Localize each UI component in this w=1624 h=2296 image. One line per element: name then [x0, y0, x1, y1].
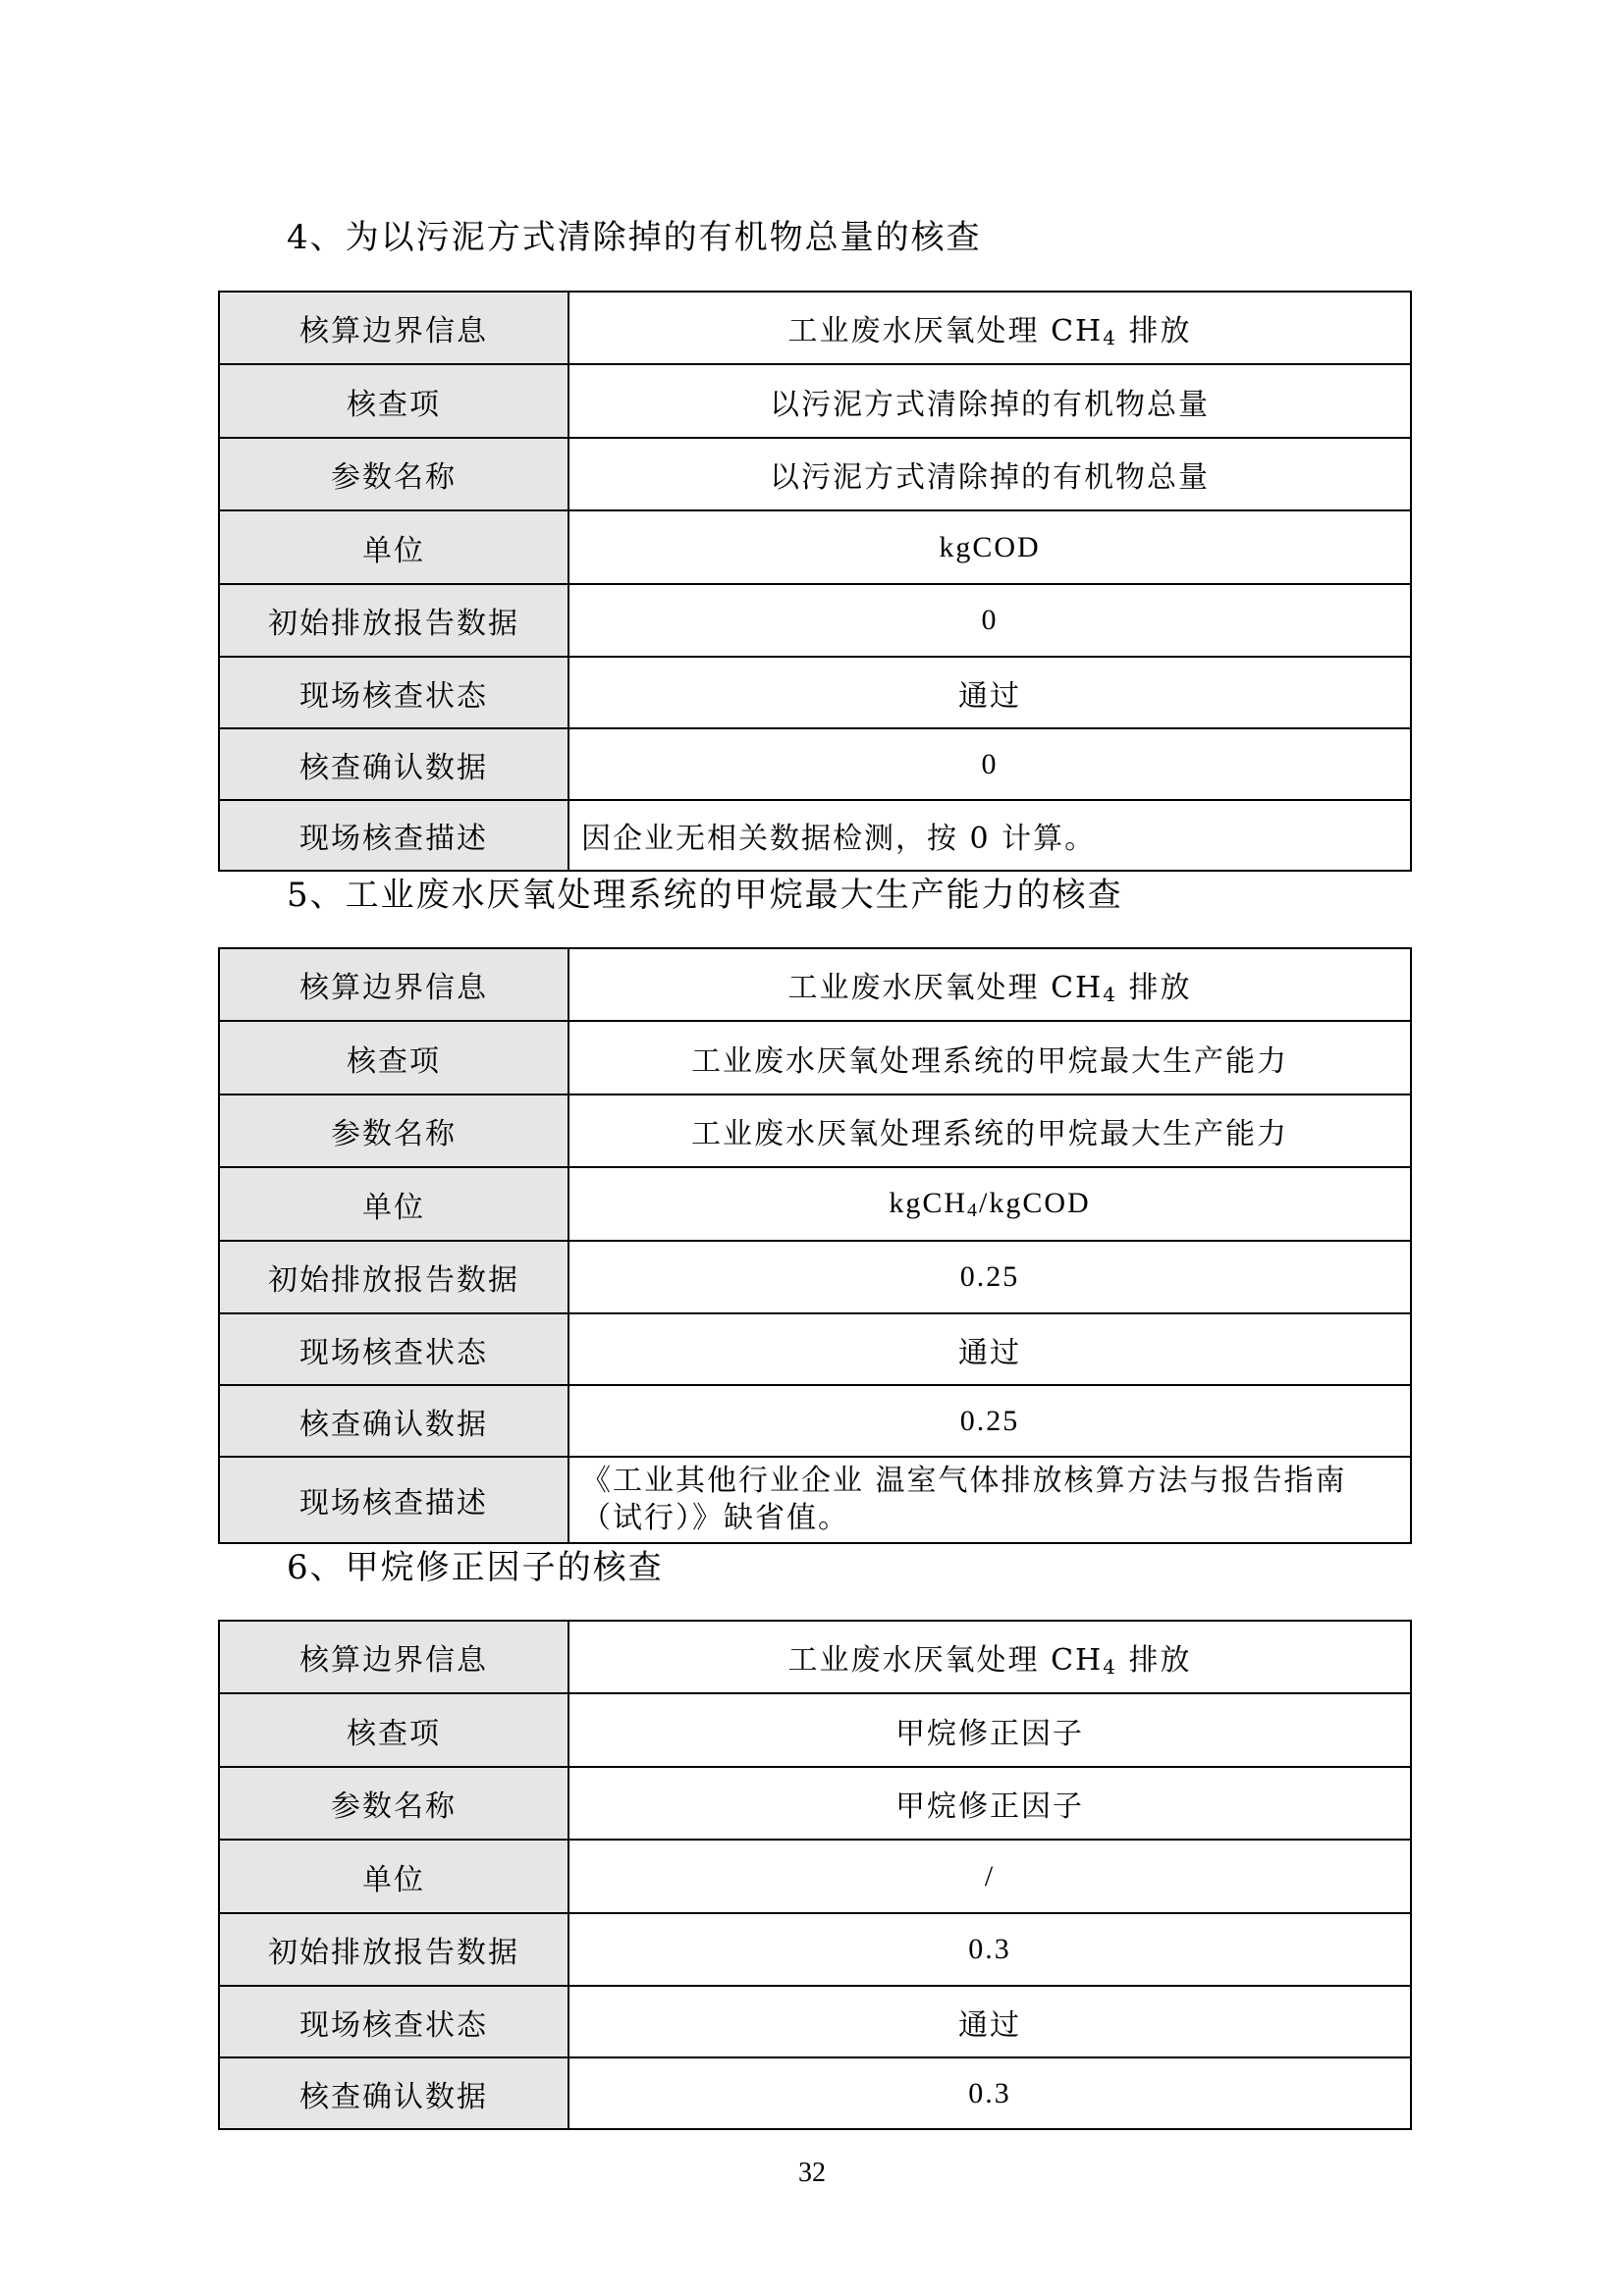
row-value: 通过: [568, 1986, 1411, 2057]
row-label: 核算边界信息: [219, 292, 568, 364]
row-value: 《工业其他行业企业 温室气体排放核算方法与报告指南（试行）》缺省值。: [568, 1457, 1411, 1543]
table-row: [219, 800, 1411, 871]
row-label: 核查项: [219, 364, 568, 438]
row-label: 参数名称: [219, 1095, 568, 1167]
table-row: [219, 1167, 1411, 1241]
table-row: [219, 1095, 1411, 1167]
table-row: [219, 510, 1411, 584]
row-value: 以污泥方式清除掉的有机物总量: [568, 364, 1411, 438]
row-label: 现场核查状态: [219, 1313, 568, 1385]
row-value: 0: [568, 584, 1411, 657]
table-row: [219, 1021, 1411, 1095]
row-label: 现场核查描述: [219, 1457, 568, 1543]
row-label: 核算边界信息: [219, 948, 568, 1021]
row-label: 核查确认数据: [219, 728, 568, 800]
row-label: 现场核查状态: [219, 1986, 568, 2057]
row-label: 核查确认数据: [219, 2057, 568, 2129]
row-label: 现场核查状态: [219, 657, 568, 728]
row-label: 初始排放报告数据: [219, 584, 568, 657]
table-row: [219, 1693, 1411, 1767]
row-value: kgCOD: [568, 510, 1411, 584]
table-row: [219, 1313, 1411, 1385]
row-label: 参数名称: [219, 1767, 568, 1840]
table-row: [219, 728, 1411, 800]
row-label: 核查确认数据: [219, 1385, 568, 1457]
row-label: 核查项: [219, 1693, 568, 1767]
row-value: 0.3: [568, 1913, 1411, 1986]
table-row: [219, 1986, 1411, 2057]
row-label: 单位: [219, 1167, 568, 1241]
check-table-5: [218, 947, 1412, 1544]
row-label: 核算边界信息: [219, 1621, 568, 1693]
row-value: 工业废水厌氧处理系统的甲烷最大生产能力: [568, 1095, 1411, 1167]
table-row: [219, 1840, 1411, 1913]
row-value: 通过: [568, 1313, 1411, 1385]
table-row: [219, 292, 1411, 364]
table-row: [219, 1241, 1411, 1313]
row-label: 单位: [219, 1840, 568, 1913]
row-value: /: [568, 1840, 1411, 1913]
row-value: 甲烷修正因子: [568, 1693, 1411, 1767]
row-value: 工业废水厌氧处理 $CH_4$ 排放: [568, 292, 1411, 364]
row-value: 0.3: [568, 2057, 1411, 2129]
row-value: 通过: [568, 657, 1411, 728]
row-value: 以污泥方式清除掉的有机物总量: [568, 438, 1411, 510]
row-label: 现场核查描述: [219, 800, 568, 871]
section-6-title: 6、甲烷修正因子的核查: [287, 1548, 664, 1587]
page-number: 32: [798, 2158, 826, 2188]
check-table-6: [218, 1620, 1412, 2130]
table-row: [219, 1767, 1411, 1840]
table-row: [219, 438, 1411, 510]
row-value: 0.25: [568, 1385, 1411, 1457]
row-value: 工业废水厌氧处理系统的甲烷最大生产能力: [568, 1021, 1411, 1095]
table-row: [219, 1621, 1411, 1693]
table-row: [219, 2057, 1411, 2129]
row-value: 工业废水厌氧处理 $CH_4$ 排放: [568, 1621, 1411, 1693]
row-value: 0.25: [568, 1241, 1411, 1313]
check-table-4: [218, 291, 1412, 872]
row-label: 初始排放报告数据: [219, 1241, 568, 1313]
row-value: 工业废水厌氧处理 $CH_4$ 排放: [568, 948, 1411, 1021]
table-row: [219, 1385, 1411, 1457]
table-row: [219, 657, 1411, 728]
section-5-title: 5、工业废水厌氧处理系统的甲烷最大生产能力的核查: [287, 876, 1123, 915]
table-row: [219, 948, 1411, 1021]
table-row: [219, 584, 1411, 657]
row-value: kgCH$_4$/kgCOD: [568, 1167, 1411, 1241]
row-label: 核查项: [219, 1021, 568, 1095]
row-value: 因企业无相关数据检测，按 0 计算。: [568, 800, 1411, 871]
row-label: 单位: [219, 510, 568, 584]
table-row: [219, 364, 1411, 438]
table-row: [219, 1913, 1411, 1986]
row-label: 参数名称: [219, 438, 568, 510]
row-value: 0: [568, 728, 1411, 800]
row-label: 初始排放报告数据: [219, 1913, 568, 1986]
section-4-title: 4、为以污泥方式清除掉的有机物总量的核查: [287, 218, 982, 257]
row-value: 甲烷修正因子: [568, 1767, 1411, 1840]
table-row: [219, 1457, 1411, 1543]
